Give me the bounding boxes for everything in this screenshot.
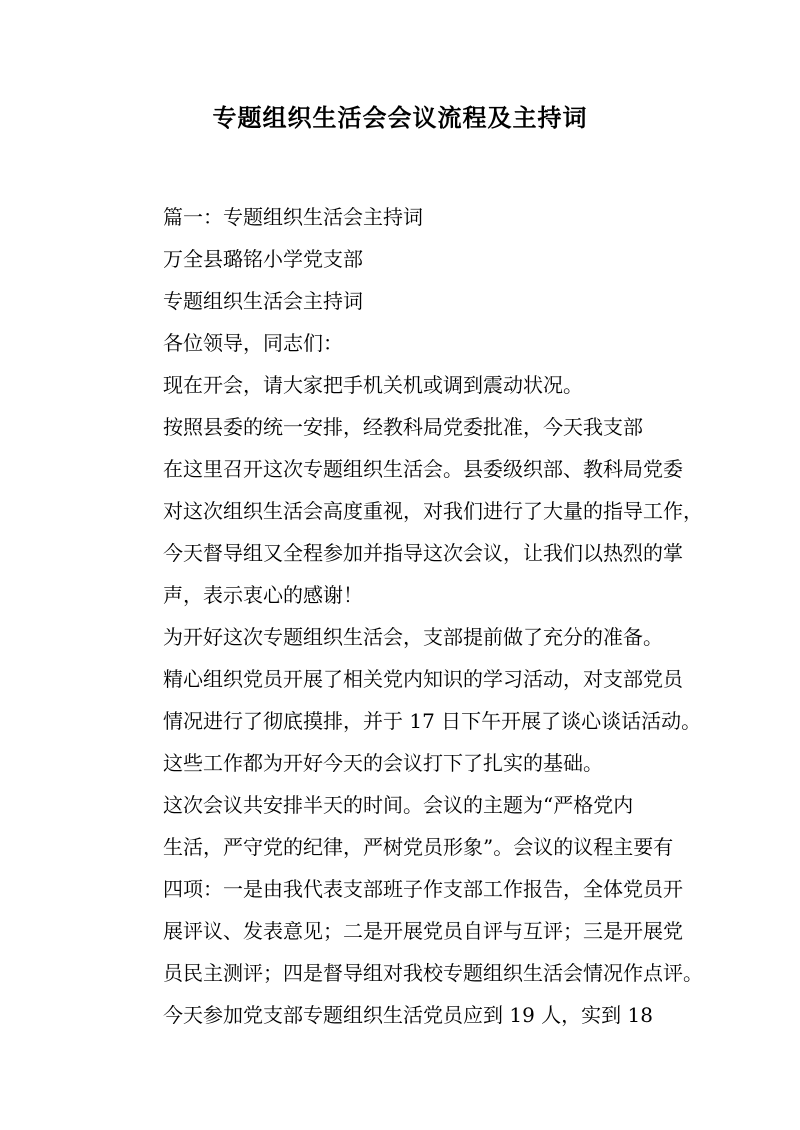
text-line: 展评议、发表意见；二是开展党员自评与互评；三是开展党 bbox=[163, 919, 683, 943]
paragraph-opening bbox=[123, 364, 679, 406]
text-line: 精心组织党员开展了相关党内知识的学习活动，对支部党员 bbox=[163, 667, 683, 691]
text-line: 按照县委的统一安排，经教科局党委批准，今天我支部 bbox=[163, 415, 643, 439]
text-line: 对这次组织生活会高度重视，对我们进行了大量的指导工作， bbox=[163, 499, 703, 523]
text-line: 现在开会，请大家把手机关机或调到震动状况。 bbox=[163, 373, 583, 397]
paragraph-organization bbox=[123, 238, 679, 280]
text-line: 这些工作都为开好今天的会议打下了扎实的基础。 bbox=[163, 751, 603, 775]
text-line: 专题组织生活会主持词 bbox=[163, 289, 363, 313]
text-line: 声，表示衷心的感谢！ bbox=[163, 583, 363, 607]
paragraph-arrangement bbox=[123, 406, 703, 616]
text-line: 篇一：专题组织生活会主持词 bbox=[163, 205, 423, 229]
text-line: 生活，严守党的纪律，严树党员形象”。会议的议程主要有 bbox=[163, 835, 674, 859]
text-line: 万全县璐铭小学党支部 bbox=[163, 247, 363, 271]
paragraph-section-heading bbox=[123, 196, 679, 238]
text-line: 今天督导组又全程参加并指导这次会议，让我们以热烈的掌 bbox=[163, 541, 683, 565]
document-body bbox=[123, 196, 703, 1036]
text-line: 各位领导，同志们： bbox=[163, 331, 343, 355]
text-line: 为开好这次专题组织生活会，支部提前做了充分的准备。 bbox=[163, 625, 663, 649]
text-line: 四项：一是由我代表支部班子作支部工作报告，全体党员开 bbox=[163, 877, 683, 901]
text-line: 这次会议共安排半天的时间。会议的主题为“严格党内 bbox=[163, 793, 634, 817]
paragraph-greeting bbox=[123, 322, 679, 364]
text-line: 员民主测评；四是督导组对我校专题组织生活会情况作点评。 bbox=[163, 961, 703, 985]
text-line: 在这里召开这次专题组织生活会。县委级织部、教科局党委 bbox=[163, 457, 683, 481]
paragraph-agenda bbox=[123, 784, 703, 994]
text-line: 情况进行了彻底摸排，并于 17 日下午开展了谈心谈话活动。 bbox=[163, 709, 702, 733]
paragraph-attendance bbox=[123, 994, 679, 1036]
paragraph-preparation bbox=[123, 616, 702, 784]
paragraph-subtitle bbox=[123, 280, 679, 322]
document-title: 专题组织生活会会议流程及主持词 bbox=[212, 103, 588, 132]
text-line: 今天参加党支部专题组织生活党员应到 19 人，实到 18 bbox=[163, 1003, 653, 1027]
